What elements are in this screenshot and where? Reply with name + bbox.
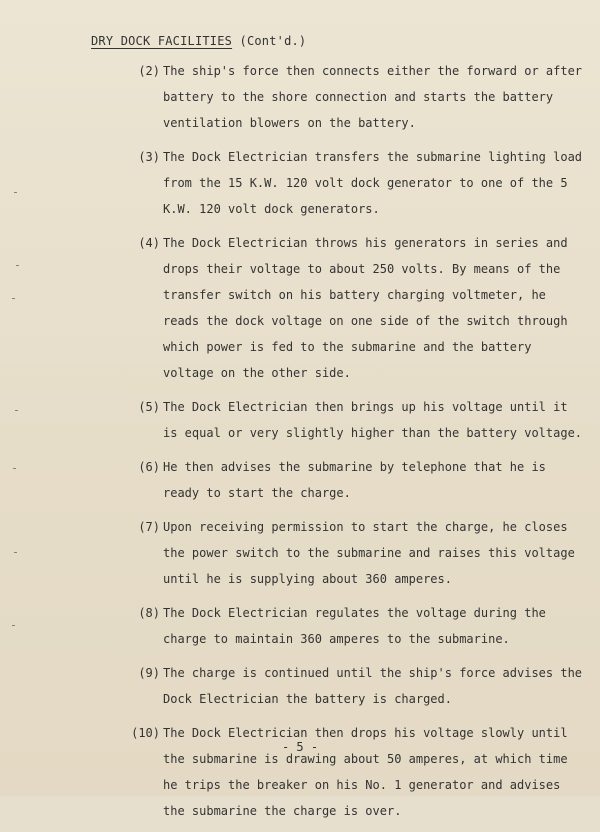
procedure-step [128,600,583,652]
scan-speck [12,298,15,299]
page-number: - 5 - [281,740,319,754]
step-text: The Dock Electrician transfers the submarine lighting load from the 15 K.W. 120 volt dock generator to one of the 5 K.W. 120 volt dock generators. [163,150,583,216]
procedure-step [128,454,583,506]
procedure-step [128,660,583,712]
section-heading [91,34,306,48]
step-number: (4) [138,236,160,250]
step-number: (3) [138,150,160,164]
step-number: (8) [138,606,160,620]
step-text: The charge is continued until the ship's force advises the Dock Electrician the battery is charged. [163,666,583,706]
procedure-step [128,720,583,824]
scan-speck [14,192,17,193]
step-text: The Dock Electrician then brings up his voltage until it is equal or very slightly higher than the battery voltage. [163,400,583,440]
scan-speck [14,552,17,553]
step-number: (7) [138,520,160,534]
step-text: The Dock Electrician then drops his voltage slowly until the submarine is drawing about 50 amperes, at which time he trips the breaker on his No. 1 generator and advises the submarine the charge is over. [163,726,568,818]
step-text: The ship's force then connects either the forward or after battery to the shore connection and starts the battery ventilation blowers on the battery. [163,64,583,130]
step-number: (5) [138,400,160,414]
procedure-steps [128,58,583,832]
procedure-step [128,144,583,222]
step-number: (10) [131,726,160,740]
scan-speck [15,410,18,411]
procedure-step [128,394,583,446]
section-title: DRY DOCK FACILITIES [91,34,233,48]
step-text: The Dock Electrician regulates the voltage during the charge to maintain 360 amperes to the submarine. [163,606,546,646]
step-number: (2) [138,64,160,78]
step-number: (9) [138,666,160,680]
scan-speck [12,625,15,626]
step-text: The Dock Electrician throws his generators in series and drops their voltage to about 250 volts. By means of the transfer switch on his battery charging voltmeter, he reads the dock voltage on one side of the switch through which power is fed to the submarine and the battery voltage on the other side. [163,236,568,380]
procedure-step [128,230,583,386]
procedure-step [128,514,583,592]
scan-speck [16,265,19,266]
step-text: He then advises the submarine by telephone that he is ready to start the charge. [163,460,546,500]
step-number: (6) [138,460,160,474]
section-continued-note: (Cont'd.) [239,34,307,48]
step-text: Upon receiving permission to start the charge, he closes the power switch to the submarine and raises this voltage until he is supplying about 360 amperes. [163,520,575,586]
scan-speck [13,468,16,469]
procedure-step [128,58,583,136]
